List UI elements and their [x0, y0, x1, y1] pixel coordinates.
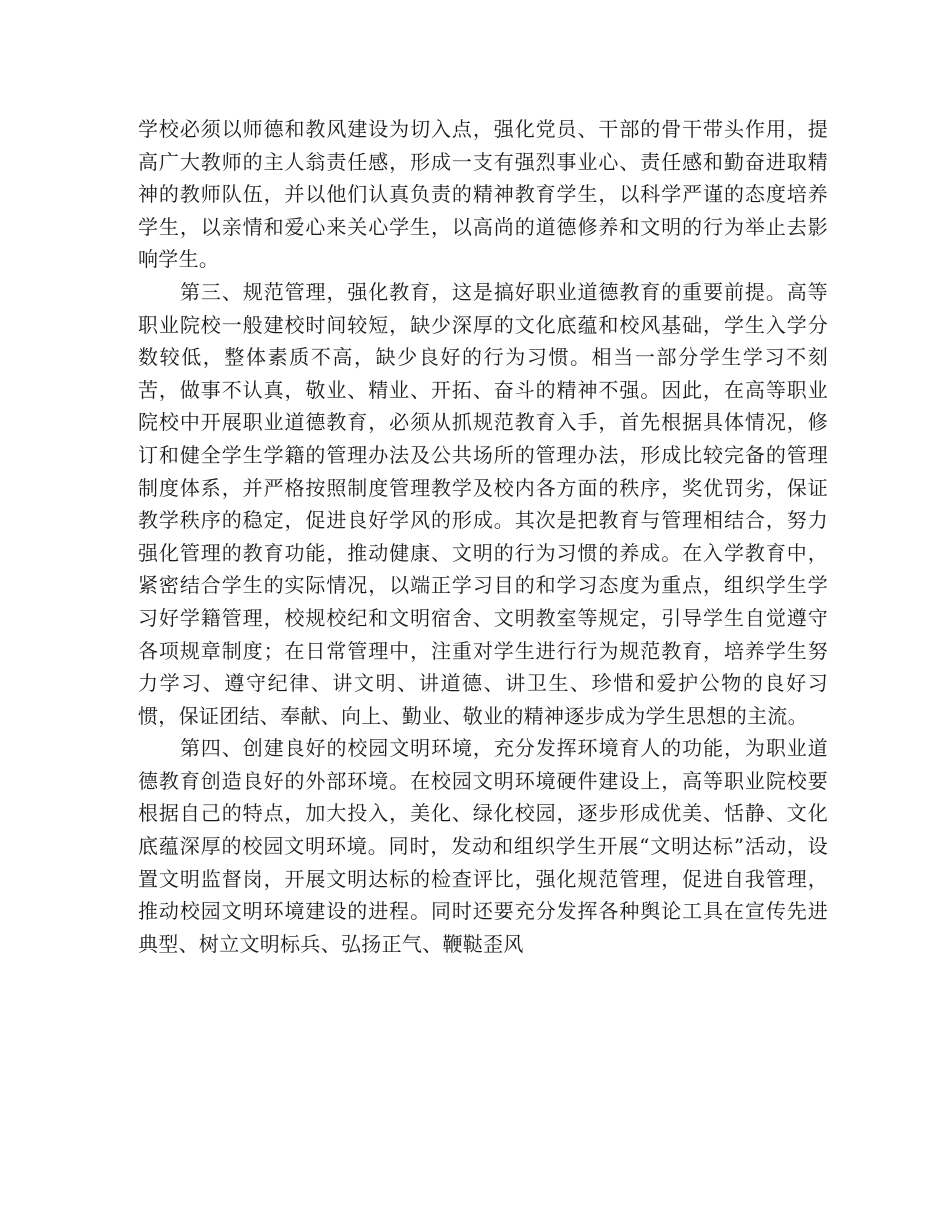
paragraph-fourth-point: 第四、创建良好的校园文明环境，充分发挥环境育人的功能，为职业道德教育创造良好的外部环境。在校园文明环境硬件建设上，高等职业院校要根据自己的特点，加大投入，美化、绿化校园，逐步形成优美、恬静、文化底蕴深厚的校园文明环境。同时，发动和组织学生开展“文明达标”活动，设置文明监督岗，开展文明达标的检查评比，强化规范管理，促进自我管理，推动校园文明环境建设的进程。同时还要充分发挥各种舆论工具在宣传先进典型、树立文明标兵、弘扬正气、鞭鞑歪风	[138, 736, 828, 956]
document-page	[138, 113, 828, 960]
paragraph-third-point: 第三、规范管理，强化教育，这是搞好职业道德教育的重要前提。高等职业院校一般建校时间较短，缺少深厚的文化底蕴和校风基础，学生入学分数较低，整体素质不高，缺少良好的行为习惯。相当一部分学生学习不刻苦，做事不认真，敬业、精业、开拓、奋斗的精神不强。因此，在高等职业院校中开展职业道德教育，必须从抓规范教育入手，首先根据具体情况，修订和健全学生学籍的管理办法及公共场所的管理办法，形成比较完备的管理制度体系，并严格按照制度管理教学及校内各方面的秩序，奖优罚劣，保证教学秩序的稳定，促进良好学风的形成。其次是把教育与管理相结合，努力强化管理的教育功能，推动健康、文明的行为习惯的养成。在入学教育中，紧密结合学生的实际情况，以端正学习目的和学习态度为重点，组织学生学习好学籍管理，校规校纪和文明宿舍、文明教室等规定，引导学生自觉遵守各项规章制度；在日常管理中，注重对学生进行行为规范教育，培养学生努力学习、遵守纪律、讲文明、讲道德、讲卫生、珍惜和爱护公物的良好习惯，保证团结、奉献、向上、勤业、敬业的精神逐步成为学生思想的主流。	[138, 279, 828, 728]
paragraph-continued: 学校必须以师德和教风建设为切入点，强化党员、干部的骨干带头作用，提高广大教师的主人翁责任感，形成一支有强烈事业心、责任感和勤奋进取精神的教师队伍，并以他们认真负责的精神教育学生，以科学严谨的态度培养学生，以亲情和爱心来关心学生，以高尚的道德修养和文明的行为举止去影响学生。	[138, 117, 828, 272]
